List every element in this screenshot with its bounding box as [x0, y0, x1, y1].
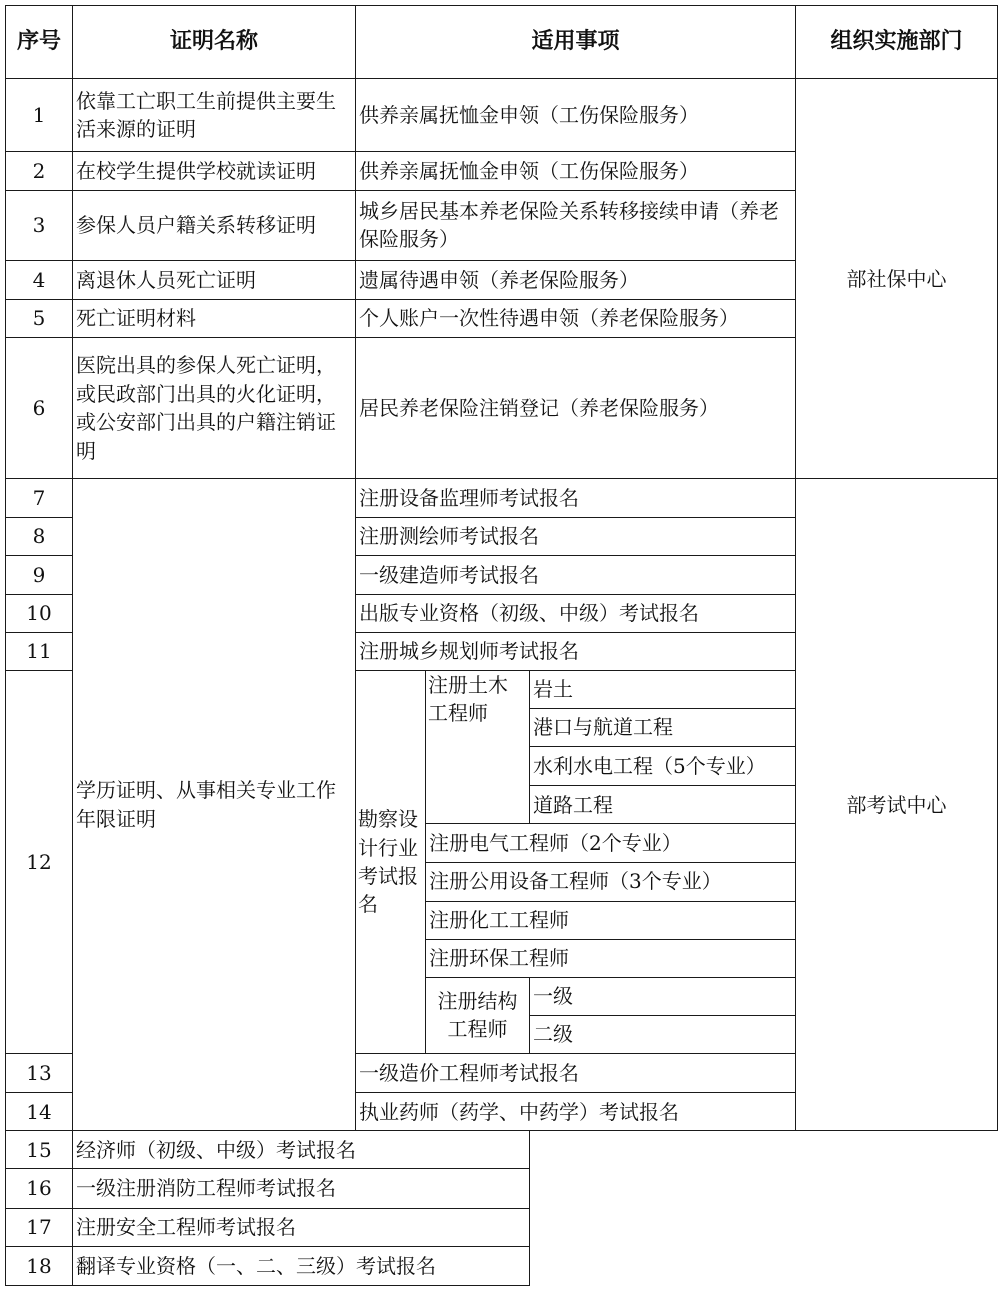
row-item: 一级造价工程师考试报名 [356, 1054, 796, 1093]
row-seq: 11 [6, 632, 73, 670]
civil-specialty: 岩土 [530, 670, 796, 708]
row-seq: 4 [6, 260, 73, 299]
utility-engineer: 注册公用设备工程师（3个专业） [426, 862, 796, 901]
dept-social-security: 部社保中心 [796, 79, 998, 479]
header-row [6, 6, 998, 79]
electrical-engineer: 注册电气工程师（2个专业） [426, 824, 796, 862]
row-item: 经济师（初级、中级）考试报名 [73, 1131, 530, 1169]
row-seq: 15 [6, 1131, 73, 1169]
row-item: 遗属待遇申领（养老保险服务） [356, 260, 796, 299]
civil-specialty: 道路工程 [530, 786, 796, 824]
row-seq: 13 [6, 1054, 73, 1093]
row-item: 供养亲属抚恤金申领（工伤保险服务） [356, 152, 796, 190]
row-cert: 在校学生提供学校就读证明 [73, 152, 356, 190]
row-item: 城乡居民基本养老保险关系转移接续申请（养老保险服务） [356, 190, 796, 260]
row-seq: 18 [6, 1246, 73, 1285]
row-item: 居民养老保险注销登记（养老保险服务） [356, 337, 796, 478]
row-item: 注册安全工程师考试报名 [73, 1208, 530, 1246]
row-cert: 参保人员户籍关系转移证明 [73, 190, 356, 260]
header-cert: 证明名称 [73, 6, 356, 79]
civil-engineer-label: 注册土木工程师 [426, 670, 530, 823]
civil-specialty: 港口与航道工程 [530, 709, 796, 747]
row-cert: 依靠工亡职工生前提供主要生活来源的证明 [73, 79, 356, 152]
row-seq: 10 [6, 594, 73, 632]
row-seq: 14 [6, 1093, 73, 1131]
row-seq: 16 [6, 1169, 73, 1208]
table-row [6, 79, 998, 152]
chemical-engineer: 注册化工工程师 [426, 901, 796, 939]
row-seq: 8 [6, 517, 73, 555]
structural-level: 二级 [530, 1015, 796, 1053]
table-row [6, 1169, 998, 1208]
structural-level: 一级 [530, 977, 796, 1015]
row-cert: 医院出具的参保人死亡证明，或民政部门出具的火化证明，或公安部门出具的户籍注销证明 [73, 337, 356, 478]
row-item: 一级注册消防工程师考试报名 [73, 1169, 530, 1208]
table-row [6, 1208, 998, 1246]
row-seq: 9 [6, 555, 73, 594]
row-seq: 5 [6, 299, 73, 337]
row-seq: 12 [6, 670, 73, 1053]
header-item: 适用事项 [356, 6, 796, 79]
certificate-table [5, 5, 998, 1286]
row-item: 一级建造师考试报名 [356, 555, 796, 594]
row-seq: 2 [6, 152, 73, 190]
survey-design-label: 勘察设计行业考试报名 [356, 670, 426, 1053]
row-item: 执业药师（药学、中药学）考试报名 [356, 1093, 796, 1131]
row-item: 注册设备监理师考试报名 [356, 479, 796, 517]
table-row [6, 1131, 998, 1169]
header-dept: 组织实施部门 [796, 6, 998, 79]
row-seq: 17 [6, 1208, 73, 1246]
structural-engineer-label: 注册结构工程师 [426, 977, 530, 1053]
header-seq: 序号 [6, 6, 73, 79]
civil-specialty: 水利水电工程（5个专业） [530, 747, 796, 786]
row-seq: 3 [6, 190, 73, 260]
dept-exam-center: 部考试中心 [796, 479, 998, 1131]
row-item: 注册测绘师考试报名 [356, 517, 796, 555]
row-cert: 离退休人员死亡证明 [73, 260, 356, 299]
row-item: 注册城乡规划师考试报名 [356, 632, 796, 670]
table-row [6, 479, 998, 517]
environmental-engineer: 注册环保工程师 [426, 939, 796, 977]
cert-education-experience: 学历证明、从事相关专业工作年限证明 [73, 479, 356, 1131]
row-cert: 死亡证明材料 [73, 299, 356, 337]
row-seq: 1 [6, 79, 73, 152]
row-item: 供养亲属抚恤金申领（工伤保险服务） [356, 79, 796, 152]
row-item: 翻译专业资格（一、二、三级）考试报名 [73, 1246, 530, 1285]
row-seq: 7 [6, 479, 73, 517]
row-seq: 6 [6, 337, 73, 478]
row-item: 个人账户一次性待遇申领（养老保险服务） [356, 299, 796, 337]
table-row [6, 1246, 998, 1285]
row-item: 出版专业资格（初级、中级）考试报名 [356, 594, 796, 632]
